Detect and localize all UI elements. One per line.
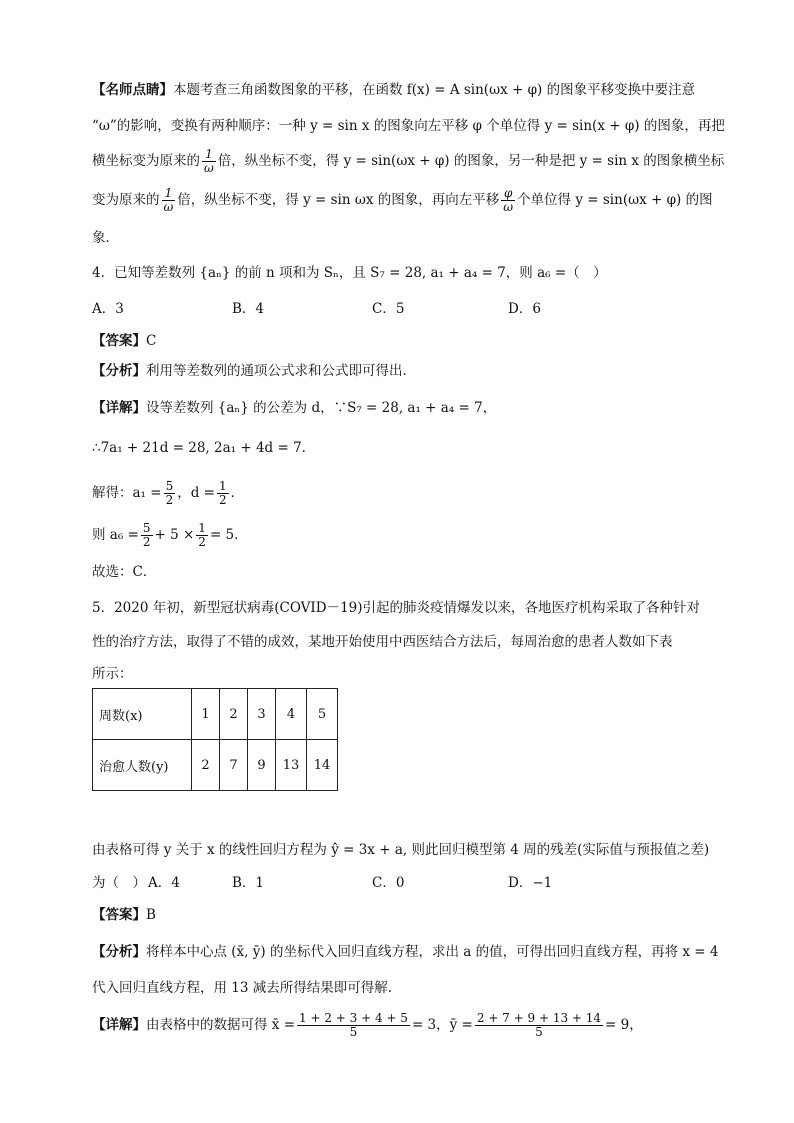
q4-step-1: ∴7a₁ + 21d = 28, 2a₁ + 4d = 7． xyxy=(92,440,316,456)
q4-step-3b: + 5 × xyxy=(154,527,195,543)
q4-analysis-text: 利用等差数列的通项公式求和公式即可得出． xyxy=(146,363,416,379)
table-row xyxy=(93,740,338,791)
q5-analysis-2: 代入回归直线方程，用 13 减去所得结果即可得解. xyxy=(92,980,393,996)
table-cell: 2 xyxy=(220,689,248,740)
fraction-1-over-omega: $\frac{1}{\omega}$ xyxy=(204,147,214,175)
q5-option-a: A．4 xyxy=(148,875,180,891)
fraction-a1: $\frac{5}{2}$ xyxy=(165,479,174,507)
q5-prefix: 为（ ） xyxy=(92,875,146,891)
q4-stem: 4．已知等差数列 {aₙ} 的前 n 项和为 Sₙ，且 S₇ = 28, a₁ + a₄ = 7，则 a₆ =（ ） xyxy=(92,265,607,281)
table-cell: 7 xyxy=(220,740,248,791)
fraction-d: $\frac{1}{2}$ xyxy=(218,479,227,507)
q4-step-3c: = 5． xyxy=(209,527,248,543)
tip-line-1 xyxy=(92,80,695,100)
tip-line-2: “ω”的影响，变换有两种顺序：一种 y = sin x 的图象向左平移 φ 个单位得 y = sin(x + φ) 的图象，再把 xyxy=(92,118,725,134)
tip-text-3b: 倍，纵坐标不变，得 y = sin(ωx + φ) 的图象，另一种是把 y = sin x 的图象横坐标 xyxy=(217,153,725,169)
q4-step-2 xyxy=(92,480,244,507)
q4-detail-text: 设等差数列 {aₙ} 的公差为 d，∵S₇ = 28, a₁ + a₄ = 7， xyxy=(146,400,497,416)
q5-line-4: 由表格可得 y 关于 x 的线性回归方程为 ŷ = 3x + a, 则此回归模型第 4 周的残差(实际值与预报值之差) xyxy=(92,842,710,858)
tip-tag: 【名师点睛】 xyxy=(92,82,173,98)
fraction-5-2: $\frac{5}{2}$ xyxy=(142,521,151,549)
q4-answer-tag: 【答案】 xyxy=(92,333,146,349)
table-cell: 5 xyxy=(307,689,338,740)
q5-line-2: 性的治疗方法，取得了不错的成效，某地开始使用中西医结合方法后，每周治愈的患者人数如下表 xyxy=(92,634,673,650)
q4-option-a: A．3 xyxy=(92,301,124,317)
q5-option-b: B．1 xyxy=(232,875,265,891)
tip-text-4c: 个单位得 y = sin(ωx + φ) 的图 xyxy=(517,192,713,208)
q5-analysis-text-1: 将样本中心点 (x̄, ȳ) 的坐标代入回归直线方程，求出 a 的值，可得出回归直线方程，再将 x = 4 xyxy=(146,944,719,960)
q5-detail-c: = 9， xyxy=(605,1017,643,1033)
q5-detail-a: 由表格中的数据可得 x̄ = xyxy=(146,1017,296,1033)
table-cell: 2 xyxy=(192,740,220,791)
q5-answer-tag: 【答案】 xyxy=(92,907,146,923)
q4-analysis xyxy=(92,361,416,381)
fraction-y-mean: $\frac{2 + 7 + 9 + 13 + 14}{5}$ xyxy=(476,1011,602,1039)
fraction-x-mean: $\frac{1 + 2 + 3 + 4 + 5}{5}$ xyxy=(299,1011,408,1039)
q4-detail xyxy=(92,398,496,418)
table-header-weeks: 周数(x) xyxy=(93,689,192,740)
q4-step-3 xyxy=(92,522,248,549)
data-table xyxy=(92,688,338,791)
tip-text-1: 本题考查三角函数图象的平移，在函数 f(x) = A sin(ωx + φ) 的图象平移变换中要注意 xyxy=(173,82,696,98)
table-cell: 4 xyxy=(276,689,307,740)
q4-option-c: C．5 xyxy=(372,301,405,317)
tip-line-5: 象． xyxy=(92,230,119,246)
q5-option-c: C．0 xyxy=(372,875,405,891)
table-cell: 9 xyxy=(248,740,276,791)
tip-text-4a: 变为原来的 xyxy=(92,192,160,208)
tip-text-4b: 倍，纵坐标不变，得 y = sin ωx 的图象，再向左平移 xyxy=(177,192,500,208)
q4-answer-value: C xyxy=(146,333,157,349)
q4-choose: 故选：C． xyxy=(92,564,157,580)
table-header-cured: 治愈人数(y) xyxy=(93,740,192,791)
fraction-1-2: $\frac{1}{2}$ xyxy=(198,521,206,549)
q5-answer-value: B xyxy=(146,907,156,923)
table-cell: 13 xyxy=(276,740,307,791)
fraction-phi-over-omega: $\frac{\varphi}{\omega}$ xyxy=(503,186,514,214)
q4-answer xyxy=(92,331,156,351)
tip-line-3 xyxy=(92,148,724,175)
q5-answer xyxy=(92,905,156,925)
q5-detail xyxy=(92,1012,643,1039)
q5-analysis-tag: 【分析】 xyxy=(92,944,146,960)
table-row xyxy=(93,689,338,740)
q5-detail-b: = 3，ȳ = xyxy=(411,1017,473,1033)
tip-text-3a: 横坐标变为原来的 xyxy=(92,153,200,169)
q4-option-d: D．6 xyxy=(508,301,541,317)
q5-line-3: 所示： xyxy=(92,666,133,682)
q4-analysis-tag: 【分析】 xyxy=(92,363,146,379)
q4-step-2c: ． xyxy=(230,485,245,501)
table-cell: 14 xyxy=(307,740,338,791)
table-cell: 3 xyxy=(248,689,276,740)
q5-line-1: 5．2020 年初，新型冠状病毒(COVID－19)引起的肺炎疫情爆发以来，各地医疗机构采取了各种针对 xyxy=(92,600,701,616)
tip-line-4 xyxy=(92,187,713,214)
q5-detail-tag: 【详解】 xyxy=(92,1017,146,1033)
table-cell: 1 xyxy=(192,689,220,740)
q4-step-2b: ，d = xyxy=(177,485,215,501)
q4-step-3a: 则 a₆ = xyxy=(92,527,139,543)
q4-detail-tag: 【详解】 xyxy=(92,400,146,416)
q4-step-2a: 解得：a₁ = xyxy=(92,485,162,501)
fraction-1-over-omega-2: $\frac{1}{\omega}$ xyxy=(163,186,174,214)
q4-option-b: B．4 xyxy=(232,301,265,317)
q5-option-d: D．−1 xyxy=(508,875,553,891)
q5-analysis-1 xyxy=(92,942,718,962)
